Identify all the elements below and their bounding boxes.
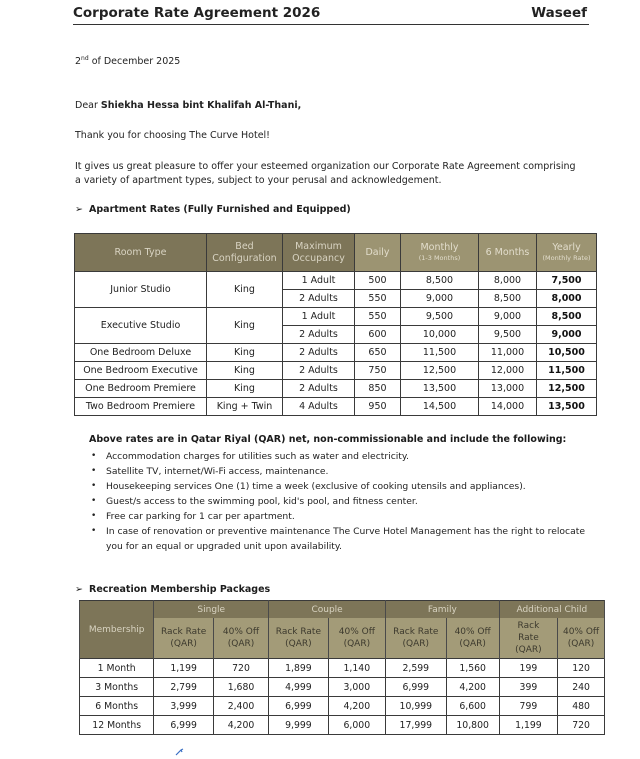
header-discount-label: 40% Off <box>222 627 260 637</box>
single-rack-cell: 1,199 <box>154 659 214 678</box>
table-row <box>75 380 597 398</box>
family-rack-cell: 6,999 <box>386 678 447 697</box>
header-monthly-note: (1-3 Months) <box>418 254 461 262</box>
daily-cell: 600 <box>355 326 401 344</box>
intro-paragraph <box>75 160 600 188</box>
bed-cell: King <box>207 272 283 308</box>
family-rack-cell: 10,999 <box>386 697 447 716</box>
room-type-cell: Two Bedroom Premiere <box>75 398 207 416</box>
monthly-cell: 9,000 <box>401 290 479 308</box>
family-discount-cell: 10,800 <box>446 716 499 735</box>
period-cell: 6 Months <box>80 697 154 716</box>
yearly-cell: 8,500 <box>537 308 597 326</box>
header-bed-configuration <box>207 234 283 272</box>
header-discount <box>328 618 385 659</box>
arrow-bullet-icon: ➢ <box>75 204 83 215</box>
header-rack-rate-child <box>499 618 557 659</box>
occupancy-cell: 1 Adult <box>283 308 355 326</box>
bullet-icon: • <box>91 466 97 476</box>
header-currency: (QAR) <box>343 639 371 649</box>
yearly-cell: 8,000 <box>537 290 597 308</box>
salutation <box>75 99 301 113</box>
child-discount-cell: 120 <box>558 659 605 678</box>
six-months-cell: 8,500 <box>479 290 537 308</box>
six-months-cell: 12,000 <box>479 362 537 380</box>
list-item-text: In case of renovation or preventive maintenance The Curve Hotel Management has the right to relocate you for an equal or upgraded unit upon availability. <box>106 526 585 552</box>
membership-subheader-row <box>80 618 605 659</box>
bullet-icon: • <box>91 511 97 521</box>
six-months-cell: 8,000 <box>479 272 537 290</box>
table-row <box>75 362 597 380</box>
brand-name: Waseef <box>531 5 587 21</box>
header-yearly-label: Yearly <box>552 242 581 253</box>
occupancy-cell: 2 Adults <box>283 362 355 380</box>
occupancy-cell: 2 Adults <box>283 290 355 308</box>
yearly-cell: 10,500 <box>537 344 597 362</box>
daily-cell: 750 <box>355 362 401 380</box>
child-discount-cell: 240 <box>558 678 605 697</box>
daily-cell: 950 <box>355 398 401 416</box>
six-months-cell: 9,500 <box>479 326 537 344</box>
table-row <box>75 398 597 416</box>
header-group-couple: Couple <box>269 601 386 619</box>
room-type-cell: One Bedroom Premiere <box>75 380 207 398</box>
six-months-cell: 13,000 <box>479 380 537 398</box>
salutation-prefix: Dear <box>75 100 101 111</box>
list-item <box>89 479 599 494</box>
child-rack-cell: 1,199 <box>499 716 557 735</box>
list-item-text: Satellite TV, internet/Wi-Fi access, maintenance. <box>106 466 329 477</box>
header-discount-label: 40% Off <box>338 627 375 637</box>
period-cell: 12 Months <box>80 716 154 735</box>
yearly-cell: 9,000 <box>537 326 597 344</box>
header-daily: Daily <box>355 234 401 272</box>
recipient-name: Shiekha Hessa bint Khalifah Al-Thani, <box>100 100 302 111</box>
couple-discount-cell: 1,140 <box>328 659 385 678</box>
table-row <box>75 308 597 326</box>
period-cell: 1 Month <box>80 659 154 678</box>
list-item <box>89 524 599 554</box>
monthly-cell: 10,000 <box>401 326 479 344</box>
bullet-icon: • <box>91 451 97 461</box>
header-rack-rate <box>269 618 329 659</box>
header-group-single: Single <box>154 601 269 619</box>
daily-cell: 650 <box>355 344 401 362</box>
header-currency: (QAR) <box>227 639 255 649</box>
date-day: 2 <box>75 56 82 67</box>
daily-cell: 850 <box>355 380 401 398</box>
apartment-rates-table <box>74 233 597 416</box>
list-item-text: Free car parking for 1 car per apartment. <box>106 511 295 522</box>
room-type-cell: One Bedroom Deluxe <box>75 344 207 362</box>
letter-date <box>75 55 180 69</box>
header-discount-label: 40% Off <box>454 627 491 637</box>
apartment-rates-title: Apartment Rates (Fully Furnished and Equipped) <box>89 204 351 215</box>
header-currency: (QAR) <box>170 639 197 649</box>
header-discount-label: 40% Off <box>562 627 600 637</box>
header-rack-rate <box>386 618 447 659</box>
six-months-cell: 14,000 <box>479 398 537 416</box>
six-months-cell: 9,000 <box>479 308 537 326</box>
header-monthly <box>401 234 479 272</box>
couple-rack-cell: 9,999 <box>269 716 329 735</box>
header-membership: Membership <box>80 601 154 659</box>
table-row <box>75 272 597 290</box>
list-item-text: Housekeeping services One (1) time a week (exclusive of cooking utensils and appliances). <box>106 481 526 492</box>
header-rack-rate-label: Rack Rate <box>393 627 439 637</box>
document-title: Corporate Rate Agreement 2026 <box>73 5 321 21</box>
family-discount-cell: 4,200 <box>446 678 499 697</box>
bed-cell: King <box>207 308 283 344</box>
yearly-cell: 12,500 <box>537 380 597 398</box>
header-rate-label: Rate <box>518 633 539 643</box>
header-currency: (QAR) <box>285 639 312 649</box>
monthly-cell: 12,500 <box>401 362 479 380</box>
single-rack-cell: 3,999 <box>154 697 214 716</box>
child-discount-cell: 480 <box>558 697 605 716</box>
daily-cell: 550 <box>355 308 401 326</box>
header-rack-rate-label: Rack Rate <box>275 627 321 637</box>
header-bed-line1: Bed <box>235 240 254 252</box>
bullet-icon: • <box>91 481 97 491</box>
header-monthly-label: Monthly <box>420 242 459 253</box>
apartment-rates-heading <box>75 204 351 215</box>
header-room-type: Room Type <box>75 234 207 272</box>
monthly-cell: 9,500 <box>401 308 479 326</box>
child-rack-cell: 399 <box>499 678 557 697</box>
bullet-icon: • <box>91 526 97 536</box>
header-currency: (QAR) <box>402 639 430 649</box>
couple-rack-cell: 1,899 <box>269 659 329 678</box>
couple-discount-cell: 6,000 <box>328 716 385 735</box>
occupancy-cell: 4 Adults <box>283 398 355 416</box>
monthly-cell: 8,500 <box>401 272 479 290</box>
six-months-cell: 11,000 <box>479 344 537 362</box>
table-row <box>75 344 597 362</box>
couple-rack-cell: 4,999 <box>269 678 329 697</box>
header-occ-line2: Occupancy <box>292 252 345 264</box>
list-item <box>89 509 599 524</box>
single-discount-cell: 720 <box>213 659 268 678</box>
list-item <box>89 449 599 464</box>
single-rack-cell: 6,999 <box>154 716 214 735</box>
date-suffix: nd <box>81 54 89 62</box>
bed-cell: King <box>207 344 283 362</box>
daily-cell: 500 <box>355 272 401 290</box>
header-rack-rate <box>154 618 214 659</box>
monthly-cell: 14,500 <box>401 398 479 416</box>
arrow-bullet-icon: ➢ <box>75 584 83 595</box>
yearly-cell: 7,500 <box>537 272 597 290</box>
room-type-cell: Junior Studio <box>75 272 207 308</box>
occupancy-cell: 2 Adults <box>283 344 355 362</box>
couple-discount-cell: 4,200 <box>328 697 385 716</box>
family-rack-cell: 2,599 <box>386 659 447 678</box>
header-occ-line1: Maximum <box>295 240 342 252</box>
list-item <box>89 494 599 509</box>
thanks-line: Thank you for choosing The Curve Hotel! <box>75 130 270 141</box>
daily-cell: 550 <box>355 290 401 308</box>
occupancy-cell: 2 Adults <box>283 380 355 398</box>
bullet-icon: • <box>91 496 97 506</box>
yearly-cell: 13,500 <box>537 398 597 416</box>
table-row <box>80 659 605 678</box>
bed-cell: King + Twin <box>207 398 283 416</box>
monthly-cell: 13,500 <box>401 380 479 398</box>
intro-line-1: It gives us great pleasure to offer your esteemed organization our Corporate Rate Agreement comprising <box>75 161 576 172</box>
document-header <box>73 4 589 25</box>
membership-title: Recreation Membership Packages <box>89 584 271 595</box>
yearly-cell: 11,500 <box>537 362 597 380</box>
header-currency: (QAR) <box>515 645 542 655</box>
membership-packages-table <box>79 600 605 735</box>
bed-cell: King <box>207 380 283 398</box>
room-type-cell: One Bedroom Executive <box>75 362 207 380</box>
list-item <box>89 464 599 479</box>
couple-rack-cell: 6,999 <box>269 697 329 716</box>
apartment-table-header-row <box>75 234 597 272</box>
intro-line-2: a variety of apartment types, subject to your perusal and acknowledgement. <box>75 175 442 186</box>
header-currency: (QAR) <box>459 639 486 649</box>
family-discount-cell: 6,600 <box>446 697 499 716</box>
list-item-text: Accommodation charges for utilities such as water and electricity. <box>106 451 409 462</box>
child-rack-cell: 199 <box>499 659 557 678</box>
pen-mark-icon <box>175 748 185 756</box>
family-rack-cell: 17,999 <box>386 716 447 735</box>
header-bed-line2: Configuration <box>212 252 277 264</box>
table-row <box>80 678 605 697</box>
header-six-months: 6 Months <box>479 234 537 272</box>
single-discount-cell: 1,680 <box>213 678 268 697</box>
occupancy-cell: 2 Adults <box>283 326 355 344</box>
date-rest: of December 2025 <box>88 56 181 67</box>
header-group-family: Family <box>386 601 500 619</box>
header-yearly-note: (Monthly Rate) <box>542 254 591 262</box>
header-discount <box>213 618 268 659</box>
single-discount-cell: 4,200 <box>213 716 268 735</box>
rates-notes-heading: Above rates are in Qatar Riyal (QAR) net, non-commissionable and include the following: <box>89 434 567 445</box>
membership-heading <box>75 584 270 595</box>
single-discount-cell: 2,400 <box>213 697 268 716</box>
header-discount <box>558 618 605 659</box>
occupancy-cell: 1 Adult <box>283 272 355 290</box>
header-group-additional-child: Additional Child <box>499 601 604 619</box>
table-row <box>80 716 605 735</box>
membership-group-header-row <box>80 601 605 619</box>
header-rack-label: Rack <box>517 621 540 631</box>
header-rack-rate-label: Rack Rate <box>161 627 207 637</box>
list-item-text: Guest/s access to the swimming pool, kid's pool, and fitness center. <box>106 496 418 507</box>
bed-cell: King <box>207 362 283 380</box>
header-max-occupancy <box>283 234 355 272</box>
header-currency: (QAR) <box>567 639 595 649</box>
child-rack-cell: 799 <box>499 697 557 716</box>
header-discount <box>446 618 499 659</box>
table-row <box>80 697 605 716</box>
family-discount-cell: 1,560 <box>446 659 499 678</box>
room-type-cell: Executive Studio <box>75 308 207 344</box>
couple-discount-cell: 3,000 <box>328 678 385 697</box>
child-discount-cell: 720 <box>558 716 605 735</box>
inclusions-list <box>89 449 599 554</box>
single-rack-cell: 2,799 <box>154 678 214 697</box>
period-cell: 3 Months <box>80 678 154 697</box>
header-yearly <box>537 234 597 272</box>
monthly-cell: 11,500 <box>401 344 479 362</box>
